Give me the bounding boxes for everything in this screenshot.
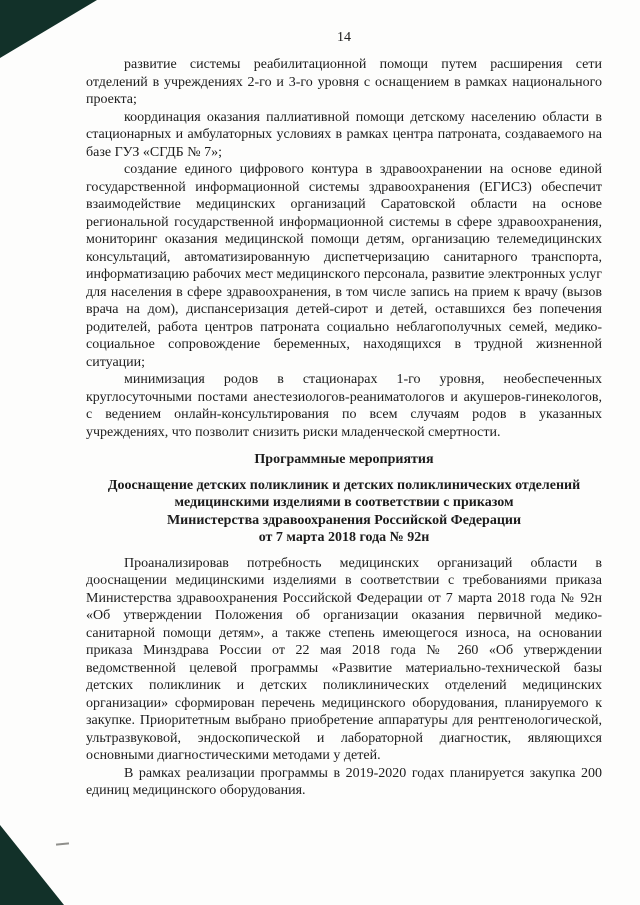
heading-line: медицинскими изделиями в соответствии с приказом	[174, 495, 514, 510]
paragraph-digital-contour: создание единого цифрового контура в здравоохранении на основе единой государственной информационной системы здравоохранения (ЕГИСЗ) обеспечит взаимодействие медицинских организаций Саратовской области на основе региональной государственной информационной системы в сфере здравоохранения, мониторинг оказания медицинской помощи детям, организацию телемедицинских консультаций, автоматизированную диспетчеризацию санитарного транспорта, информатизацию рабочих мест медицинского персонала, развитие электронных услуг для населения в сфере здравоохранения, в том числе запись на прием к врачу (вызов врача на дом), диспансеризация детей-сирот и детей, оставшихся без попечения родителей, работа центров патроната социально неблагополучных семей, медико-социальное сопровождение беременных, находящихся в трудной жизненной ситуации;	[86, 162, 602, 370]
scan-mark-artifact	[56, 842, 69, 845]
section-heading-program-activities: Программные мероприятия	[254, 452, 434, 467]
scan-corner-artifact-top-left	[0, 0, 97, 58]
heading-line: от 7 марта 2018 года № 92н	[258, 530, 430, 545]
text-column	[86, 56, 602, 800]
paragraph-procurement-plan: В рамках реализации программы в 2019-2020 годах планируется закупка 200 единиц медицинского оборудования.	[86, 765, 602, 798]
paragraph-rehabilitation: развитие системы реабилитационной помощи путем расширения сети отделений в учреждениях 2-го и 3-го уровня с оснащением в рамках национального проекта;	[86, 57, 602, 107]
section-heading-equipment	[86, 477, 602, 547]
scan-corner-artifact-bottom-left	[0, 825, 64, 905]
paragraph-equipment-analysis: Проанализировав потребность медицинских организаций области в дооснащении медицинскими изделиями в соответствии с требованиями приказа Министерства здравоохранения Российской Федерации от 7 марта 2018 года № 92н «Об утверждении Положения об организации оказания первичной медико-санитарной помощи детям», а также степень имеющегося износа, на основании приказа Минздрава России от 22 мая 2018 года № 260 «Об утверждении ведомственной целевой программы «Развитие материально-технической базы детских поликлиник и детских поликлинических отделений медицинских организации» сформирован перечень медицинского оборудования, планируемого к закупке. Приоритетным выбрано приобретение аппаратуры для рентгенологической, ультразвуковой, эндоскопической и лабораторной диагностик, являющихся основными диагностическими методами у детей.	[86, 555, 602, 763]
page-number: 14	[337, 30, 351, 45]
paragraph-birth-minimization: минимизация родов в стационарах 1-го уровня, необеспеченных круглосуточными постами анестезиологов-реаниматологов и акушеров-гинекологов, с ведением онлайн-консультирования по всем случаям родов в указанных учреждениях, что позволит снизить риски младенческой смертности.	[86, 372, 602, 440]
heading-line: Дооснащение детских поликлиник и детских поликлинических отделений	[107, 477, 581, 493]
heading-line: Министерства здравоохранения Российской Федерации	[166, 512, 522, 528]
paragraph-palliative-care: координация оказания паллиативной помощи детскому населению области в стационарных и амбулаторных условиях в рамках центра патроната, создаваемого на базе ГУЗ «СГДБ № 7»;	[86, 109, 602, 160]
